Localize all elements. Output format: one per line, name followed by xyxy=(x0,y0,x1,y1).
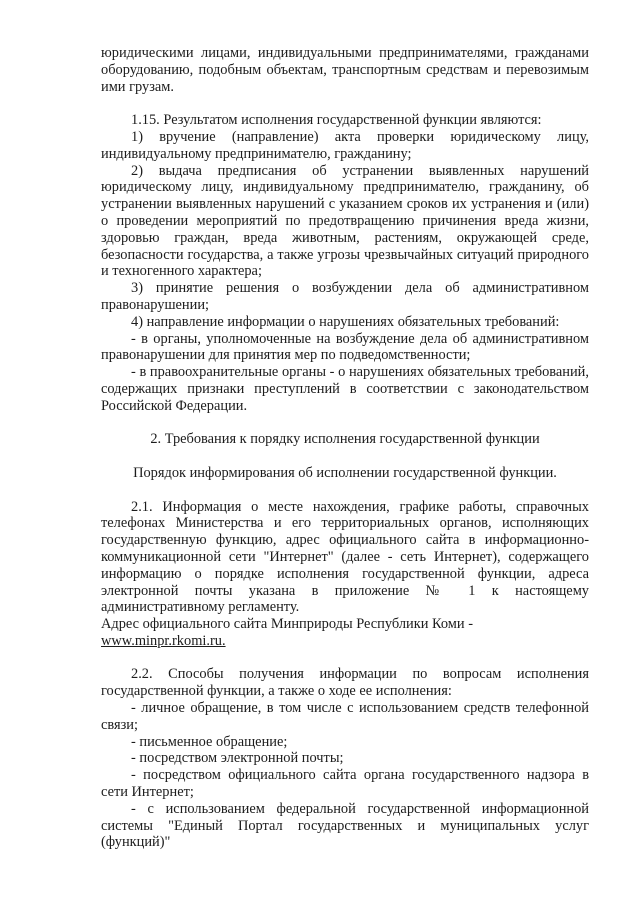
result-item-2: 2) выдача предписания об устранении выявленных нарушений юридическому лицу, индивидуальному предпринимателю, гражданину, об устранении выявленных нарушений с указанием сроков их устранения и (или) о проведении мероприятий по предотвращению причинения вреда жизни, здоровью граждан, вреда животным, растениям, окружающей среде, безопасности государства, а также угрозы чрезвычайных ситуаций природного и техногенного характера; xyxy=(101,162,589,280)
paragraph-2-1: 2.1. Информация о месте нахождения, графике работы, справочных телефонах Министерства и его территориальных органов, исполняющих государственную функцию, адрес официального сайта в информационно-коммуникационной сети "Интернет" (далее - сеть Интернет), содержащего информацию о порядке исполнения государственной функции, адреса электронной почты указана в приложение № 1 к настоящему административному регламенту. xyxy=(101,498,589,616)
method-item-3: - посредством электронной почты; xyxy=(131,750,344,767)
site-address-line xyxy=(101,633,589,650)
method-item-5: - с использованием федеральной государственной информационной системы "Единый Портал государственных и муниципальных услуг (функций)" xyxy=(101,800,589,851)
method-item-1: - личное обращение, в том числе с использованием средств телефонной связи; xyxy=(101,700,589,733)
paragraph-2-2: 2.2. Способы получения информации по вопросам исполнения государственной функции, а также о ходе ее исполнения: xyxy=(101,666,589,700)
result-item-3: 3) принятие решения о возбуждении дела об административном правонарушении; xyxy=(101,280,589,313)
method-item-2: - письменное обращение; xyxy=(131,733,288,750)
document-page xyxy=(101,45,589,851)
result-item-4: 4) направление информации о нарушениях обязательных требований: xyxy=(131,313,560,330)
result-item-1: 1) вручение (направление) акта проверки юридическому лицу, индивидуальному предпринимателю, гражданину; xyxy=(101,128,589,162)
result-item-4-sub-1: - в органы, уполномоченные на возбуждение дела об административном правонарушении для принятия мер по подведомственности; xyxy=(101,330,589,364)
method-item-4: - посредством официального сайта органа государственного надзора в сети Интернет; xyxy=(101,767,589,801)
paragraph-continuation: юридическими лицами, индивидуальными предпринимателями, гражданами оборудованию, подобным объектам, транспортным средствам и перевозимым ими грузам. xyxy=(101,45,589,95)
paragraph-1-15: 1.15. Результатом исполнения государственной функции являются: xyxy=(131,112,542,129)
section-2-heading: 2. Требования к порядку исполнения государственной функции xyxy=(150,431,540,448)
site-address-link[interactable]: www.minpr.rkomi.ru. xyxy=(101,632,226,649)
subsection-heading: Порядок информирования об исполнении государственной функции. xyxy=(133,464,557,481)
result-item-4-sub-2: - в правоохранительные органы - о нарушениях обязательных требований, содержащих признаки преступлений в соответствии с законодательством Российской Федерации. xyxy=(101,364,589,414)
site-address-label: Адрес официального сайта Минприроды Республики Коми - xyxy=(101,616,474,633)
